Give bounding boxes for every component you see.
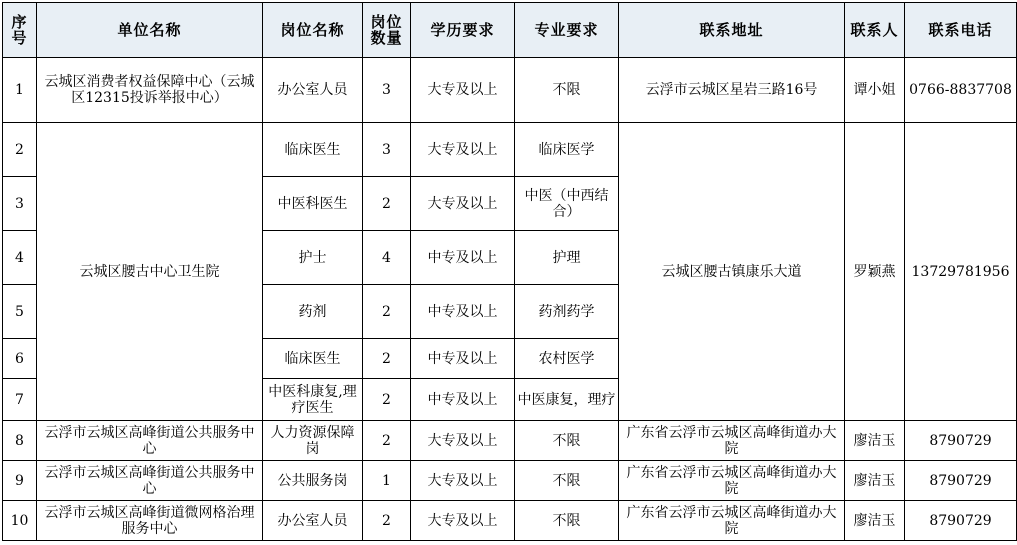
header-address: 联系地址 [619,3,845,58]
cell-contact: 廖洁玉 [845,461,905,501]
cell-post: 临床医生 [263,339,363,379]
cell-count: 2 [363,501,411,541]
cell-edu: 中专及以上 [411,231,515,285]
cell-phone: 13729781956 [905,123,1017,421]
cell-edu: 大专及以上 [411,501,515,541]
cell-edu: 大专及以上 [411,461,515,501]
cell-unit: 云浮市云城区高峰街道微网格治理服务中心 [37,501,263,541]
cell-no: 2 [3,123,37,177]
cell-phone: 8790729 [905,501,1017,541]
cell-count: 1 [363,461,411,501]
cell-post: 中医科医生 [263,177,363,231]
cell-no: 3 [3,177,37,231]
cell-count: 3 [363,123,411,177]
header-edu: 学历要求 [411,3,515,58]
cell-address: 广东省云浮市云城区高峰街道办大院 [619,501,845,541]
cell-contact: 廖洁玉 [845,501,905,541]
cell-no: 8 [3,421,37,461]
cell-unit: 云浮市云城区高峰街道公共服务中心 [37,461,263,501]
cell-edu: 中专及以上 [411,379,515,421]
cell-phone: 8790729 [905,421,1017,461]
cell-post: 中医科康复,理疗医生 [263,379,363,421]
header-no: 序号 [3,3,37,58]
header-major: 专业要求 [515,3,619,58]
cell-edu: 中专及以上 [411,339,515,379]
cell-count: 3 [363,58,411,123]
table-row [3,461,1017,501]
cell-contact: 罗颖燕 [845,123,905,421]
cell-contact: 廖洁玉 [845,421,905,461]
cell-no: 10 [3,501,37,541]
table-row [3,501,1017,541]
cell-post: 临床医生 [263,123,363,177]
header-phone: 联系电话 [905,3,1017,58]
header-row [3,3,1017,58]
cell-address: 云城区腰古镇康乐大道 [619,123,845,421]
cell-major: 药剂药学 [515,285,619,339]
cell-unit: 云城区消费者权益保障中心（云城区12315投诉举报中心） [37,58,263,123]
cell-major: 不限 [515,501,619,541]
cell-count: 2 [363,379,411,421]
cell-post: 人力资源保障岗 [263,421,363,461]
cell-post: 公共服务岗 [263,461,363,501]
cell-phone: 0766-8837708 [905,58,1017,123]
cell-edu: 中专及以上 [411,285,515,339]
cell-major: 护理 [515,231,619,285]
recruitment-table [2,2,1017,541]
cell-edu: 大专及以上 [411,123,515,177]
header-post: 岗位名称 [263,3,363,58]
cell-count: 2 [363,285,411,339]
table-row [3,123,1017,177]
cell-major: 中医（中西结合） [515,177,619,231]
table-row [3,58,1017,123]
header-unit: 单位名称 [37,3,263,58]
cell-count: 2 [363,177,411,231]
header-contact: 联系人 [845,3,905,58]
cell-major: 不限 [515,58,619,123]
cell-major: 不限 [515,421,619,461]
cell-post: 护士 [263,231,363,285]
cell-no: 1 [3,58,37,123]
cell-major: 农村医学 [515,339,619,379]
cell-no: 9 [3,461,37,501]
header-count: 岗位数量 [363,3,411,58]
cell-address: 广东省云浮市云城区高峰街道办大院 [619,461,845,501]
cell-no: 7 [3,379,37,421]
cell-post: 药剂 [263,285,363,339]
cell-count: 2 [363,421,411,461]
cell-no: 6 [3,339,37,379]
cell-edu: 大专及以上 [411,58,515,123]
table-row [3,421,1017,461]
cell-post: 办公室人员 [263,58,363,123]
cell-major: 不限 [515,461,619,501]
cell-unit: 云城区腰古中心卫生院 [37,123,263,421]
cell-count: 2 [363,339,411,379]
cell-contact: 谭小姐 [845,58,905,123]
cell-phone: 8790729 [905,461,1017,501]
cell-no: 5 [3,285,37,339]
cell-count: 4 [363,231,411,285]
cell-address: 广东省云浮市云城区高峰街道办大院 [619,421,845,461]
cell-unit: 云浮市云城区高峰街道公共服务中心 [37,421,263,461]
cell-address: 云浮市云城区星岩三路16号 [619,58,845,123]
cell-major: 临床医学 [515,123,619,177]
cell-major: 中医康复，理疗 [515,379,619,421]
cell-edu: 大专及以上 [411,177,515,231]
cell-post: 办公室人员 [263,501,363,541]
cell-no: 4 [3,231,37,285]
cell-edu: 大专及以上 [411,421,515,461]
